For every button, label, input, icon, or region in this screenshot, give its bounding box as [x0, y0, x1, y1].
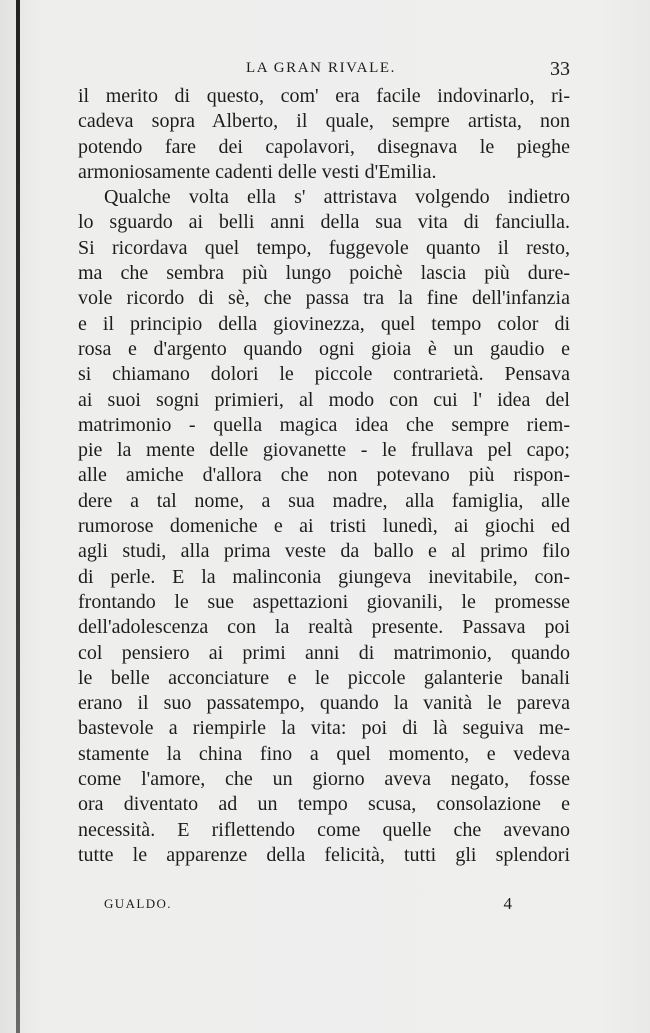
- text-line: il merito di questo, com' era facile indovinarlo, ri-: [78, 85, 570, 107]
- text-line: Si ricordava quel tempo, fuggevole quanto il resto,: [78, 236, 570, 259]
- text-line: tutte le apparenze della felicità, tutti gli splendori: [78, 843, 570, 866]
- page-number: 33: [550, 58, 570, 80]
- text-line: vole ricordo di sè, che passa tra la fine dell'infanzia: [78, 287, 570, 310]
- running-head: [78, 60, 570, 84]
- text-line: necessità. E riflettendo come quelle che avevano: [78, 818, 570, 841]
- text-line: dere a tal nome, a sua madre, alla famiglia, alle: [78, 489, 570, 512]
- page-spine-shadow: [16, 0, 20, 1033]
- text-line: ai suoi sogni primieri, al modo con cui l' idea del: [78, 388, 570, 411]
- text-line: armoniosamente cadenti delle vesti d'Emilia.: [78, 160, 437, 183]
- text-line: erano il suo passatempo, quando la vanità le pareva: [78, 692, 570, 715]
- text-line: ora diventato ad un tempo scusa, consolazione e: [78, 793, 570, 816]
- text-line: come l'amore, che un giorno aveva negato, fosse: [78, 768, 570, 791]
- text-line: potendo fare dei capolavori, disegnava le pieghe: [78, 135, 570, 158]
- text-line: stamente la china fino a quel momento, e vedeva: [78, 742, 570, 765]
- text-line: frontando le sue aspettazioni giovanili, le promesse: [78, 590, 570, 613]
- signature-footer: [104, 896, 512, 918]
- text-line: col pensiero ai primi anni di matrimonio, quando: [78, 641, 570, 664]
- text-line: agli studi, alla prima veste da ballo e al primo filo: [78, 540, 570, 563]
- text-line: cadeva sopra Alberto, il quale, sempre artista, non: [78, 110, 570, 133]
- body-text: [78, 84, 570, 868]
- text-line: alle amiche d'allora che non potevano più rispon-: [78, 464, 570, 487]
- text-line: dell'adolescenza con la realtà presente. Passava poi: [78, 616, 570, 639]
- signature-number: 4: [503, 894, 512, 913]
- text-line: bastevole a riempirle la vita: poi di là seguiva me-: [78, 717, 570, 740]
- signature-mark: GUALDO.: [104, 896, 172, 911]
- text-line: e il principio della giovinezza, quel tempo color di: [78, 312, 570, 335]
- text-line: le belle acconciature e le piccole galanterie banali: [78, 666, 570, 689]
- text-line: si chiamano dolori le piccole contrarietà. Pensava: [78, 363, 570, 386]
- text-line: lo sguardo ai belli anni della sua vita di fanciulla.: [78, 211, 570, 234]
- text-line: rosa e d'argento quando ogni gioia è un gaudio e: [78, 337, 570, 360]
- text-line: pie la mente delle giovanette - le frullava pel capo;: [78, 439, 570, 462]
- text-line: di perle. E la malinconia giungeva inevitabile, con-: [78, 565, 570, 588]
- text-line: ma che sembra più lungo poichè lascia più dure-: [78, 262, 570, 285]
- running-title: LA GRAN RIVALE.: [246, 60, 396, 76]
- text-line: rumorose domeniche e ai tristi lunedì, ai giochi ed: [78, 515, 570, 538]
- paragraph-start-line: Qualche volta ella s' attristava volgendo indietro: [104, 186, 570, 209]
- text-line: matrimonio - quella magica idea che sempre riem-: [78, 413, 570, 436]
